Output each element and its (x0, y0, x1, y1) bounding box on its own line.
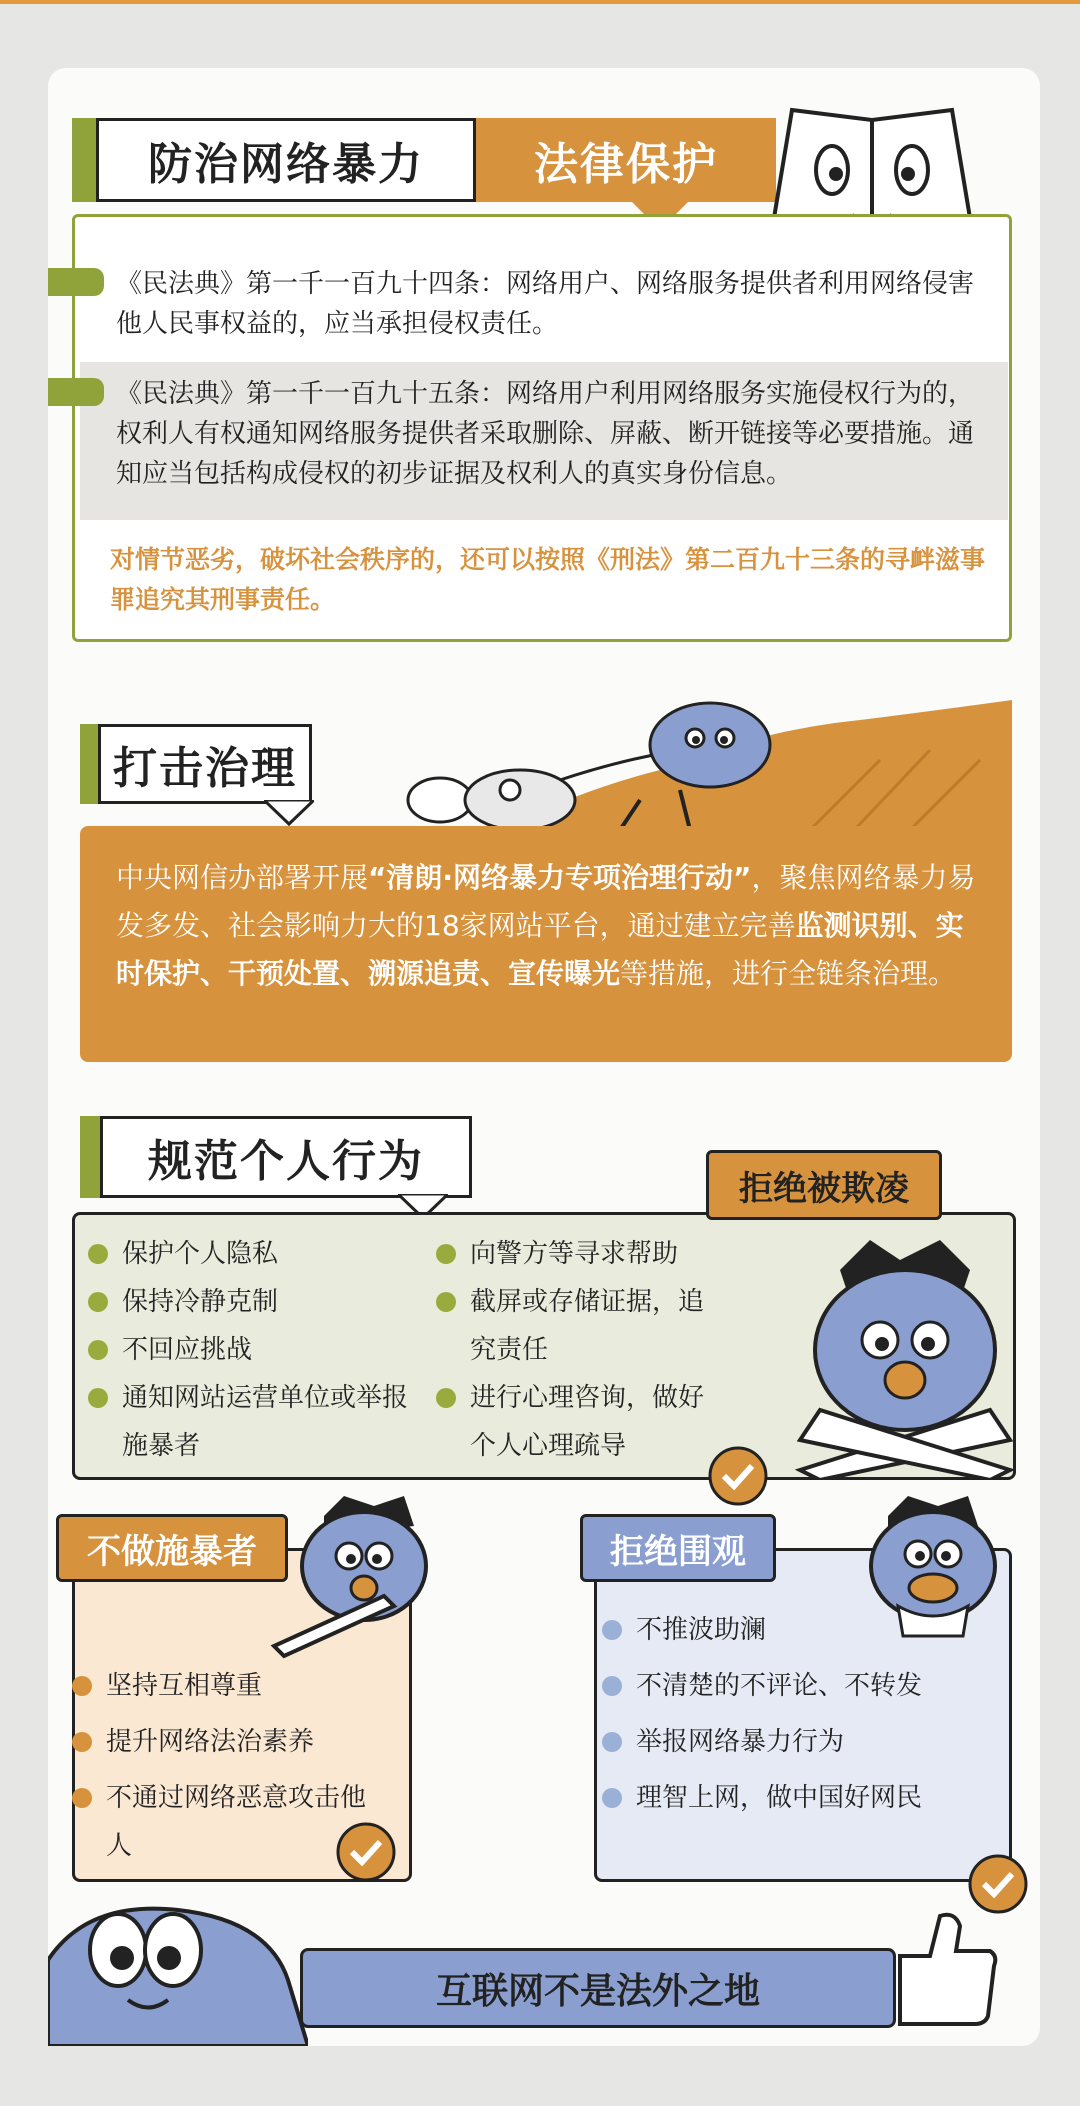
subtitle-legal-protection: 法律保护 (476, 118, 776, 202)
crackdown-text-2: ，聚焦网络暴力易发多发、社会影响力大的18家网站平台，通过建立完善 (116, 861, 976, 942)
mascot-thumbs-up-icon (48, 1880, 308, 2046)
law1-tab (48, 268, 104, 296)
list-item: 提升网络法治素养 (72, 1718, 392, 1766)
thumbs-up-icon (890, 1906, 1000, 2028)
title-accent (80, 724, 100, 804)
list-item: 不通过网络恶意攻击他人 (72, 1774, 392, 1870)
list-item: 不回应挑战 (88, 1326, 428, 1374)
crackdown-measures: 监测识别、实时保护、干预处置、溯源追责、宣传曝光 (116, 909, 964, 990)
law3-text: 对情节恶劣，破坏社会秩序的，还可以按照《刑法》第二百九十三条的寻衅滋事罪追究其刑事责任。 (110, 545, 986, 614)
law2-text: 《民法典》第一千一百九十五条：网络用户利用网络服务实施侵权行为的，权利人有权通知网络服务提供者采取删除、屏蔽、断开链接等必要措施。通知应当包括构成侵权的初步证据及权利人的真实身份信息。 (116, 379, 975, 489)
list-item: 保护个人隐私 (88, 1230, 428, 1278)
pointer-triangle (264, 800, 314, 828)
reject-bullying-label: 拒绝被欺凌 (706, 1150, 942, 1220)
list-item: 举报网络暴力行为 (602, 1718, 922, 1766)
list-item: 截屏或存储证据，追究责任 (436, 1278, 736, 1374)
no-onlooker-list (602, 1606, 922, 1822)
top-accent-bar (0, 0, 1080, 4)
list-item: 保持冷静克制 (88, 1278, 428, 1326)
section-title-prevent: 防治网络暴力 (96, 118, 476, 202)
list-item: 坚持互相尊重 (72, 1662, 392, 1710)
no-abuser-label: 不做施暴者 (56, 1514, 288, 1582)
list-item: 不清楚的不评论、不转发 (602, 1662, 922, 1710)
mascot-pointing-icon (264, 1496, 454, 1666)
no-onlooker-label: 拒绝围观 (580, 1514, 776, 1582)
crackdown-campaign: “清朗·网络暴力专项治理行动” (368, 861, 752, 894)
crackdown-text-3: 等措施，进行全链条治理。 (620, 957, 957, 990)
list-item: 向警方等寻求帮助 (436, 1230, 736, 1278)
reject-bullying-left-list (88, 1230, 428, 1470)
list-item: 不推波助澜 (602, 1606, 922, 1654)
title-accent (72, 118, 98, 202)
bottom-banner: 互联网不是法外之地 (300, 1948, 896, 2028)
section-title-crackdown: 打击治理 (98, 724, 312, 804)
list-item: 进行心理咨询，做好个人心理疏导 (436, 1374, 736, 1470)
list-item: 理智上网，做中国好网民 (602, 1774, 922, 1822)
list-item: 通知网站运营单位或举报施暴者 (88, 1374, 428, 1470)
law2-tab (48, 378, 104, 406)
section-title-personal: 规范个人行为 (100, 1116, 472, 1198)
title-accent (80, 1116, 102, 1198)
law1-text: 《民法典》第一千一百九十四条：网络用户、网络服务提供者利用网络侵害他人民事权益的，应当承担侵权责任。 (116, 269, 975, 339)
check-icon (334, 1820, 398, 1884)
crackdown-panel (80, 826, 1012, 1062)
check-icon (706, 1444, 770, 1508)
mascot-crossed-arms-icon (780, 1240, 1020, 1480)
reject-bullying-right-list (436, 1230, 736, 1470)
crackdown-text-1: 中央网信办部署开展 (116, 861, 369, 894)
